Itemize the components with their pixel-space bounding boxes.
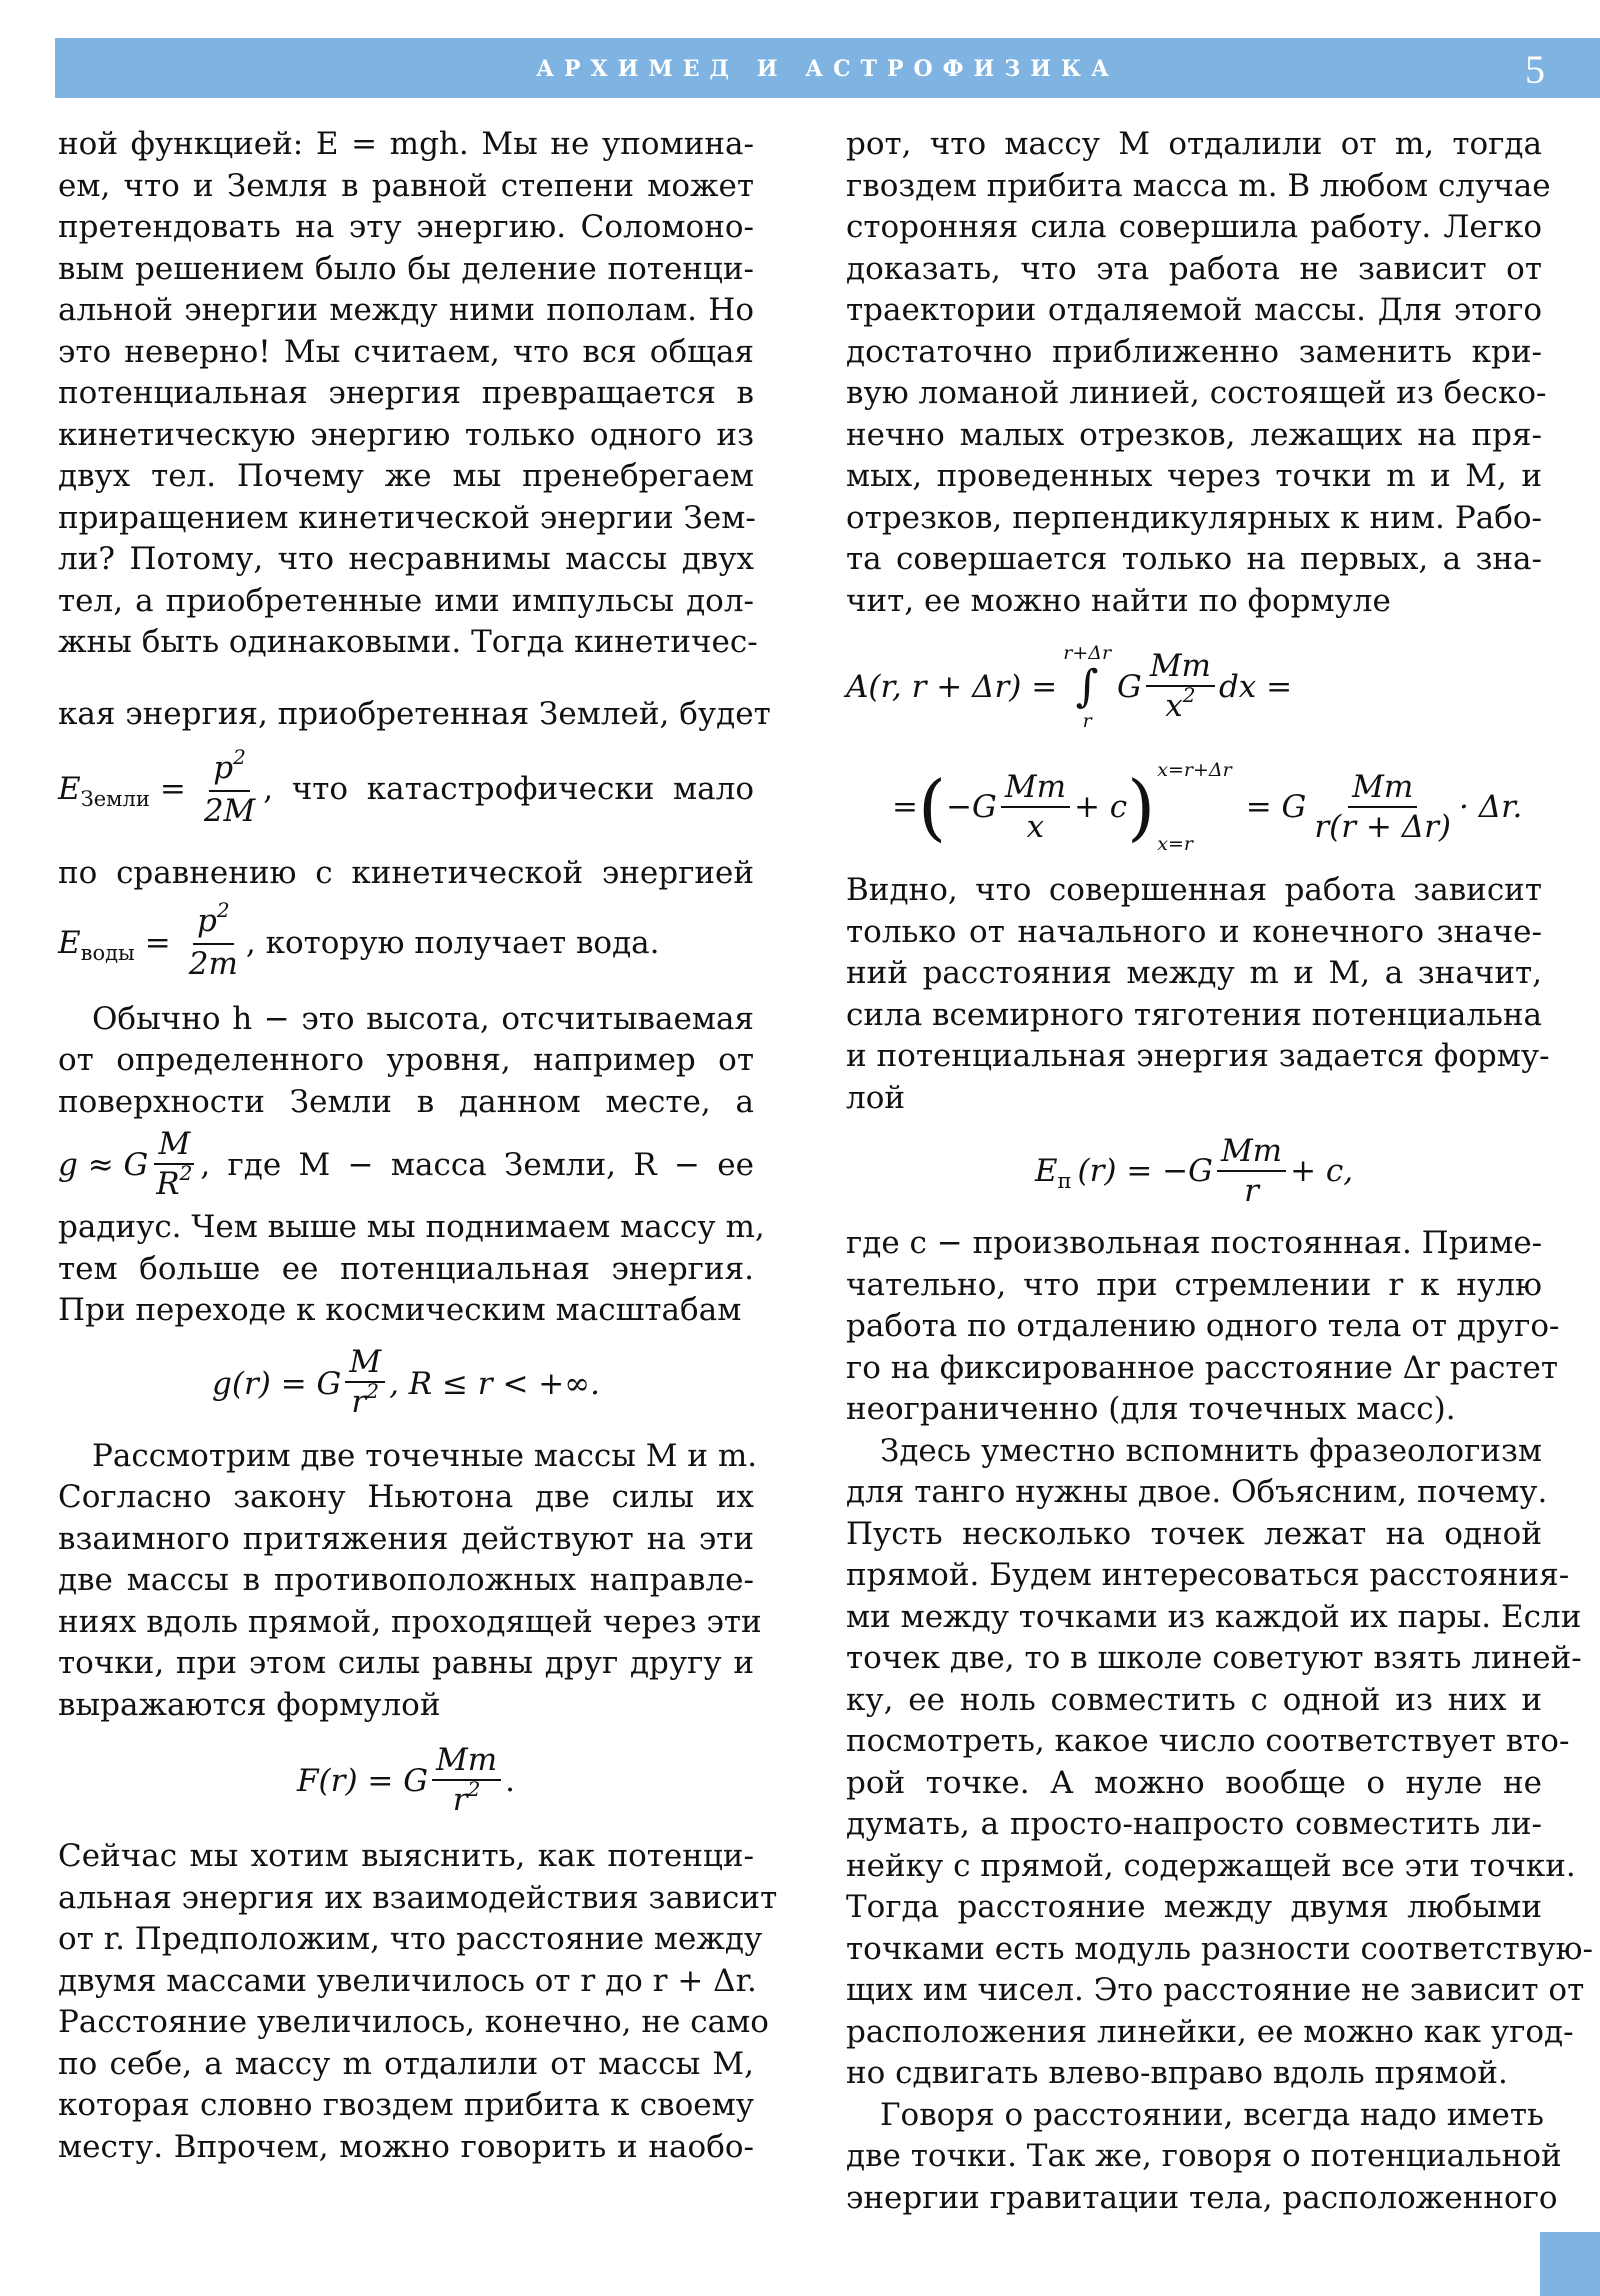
text-line: взаимного притяжения действуют на эти — [58, 1520, 754, 1557]
text-line: поверхности Земли в данном месте, а — [58, 1083, 754, 1120]
fraction-denominator: 2m — [188, 946, 238, 982]
text-line: вым решением было бы деление потенци- — [58, 250, 754, 287]
exponent: 2 — [233, 744, 246, 769]
formula-subscript: п — [1057, 1169, 1072, 1193]
fraction-numerator: Mm — [1001, 768, 1070, 808]
text-line: траектории отдаляемой массы. Для этого — [846, 292, 1542, 328]
paragraph — [58, 124, 758, 664]
paragraph — [846, 1431, 1593, 2095]
text-line: ниях вдоль прямой, проходящей через эти — [58, 1603, 762, 1640]
text-line: только от начального и конечного значе- — [846, 913, 1542, 950]
text-line: по сравнению с кинетической энергией — [58, 855, 754, 891]
exponent: 2 — [1182, 682, 1196, 707]
formula-work-integral — [846, 622, 1542, 752]
formula-lhs: g ≈ G — [58, 1147, 149, 1183]
text-line: ной функцией: E = mgh. Мы не упомина- — [58, 126, 754, 162]
fraction-numerator: Mm — [1217, 1132, 1286, 1172]
text-line: Обычно h − это высота, отсчитываемая — [92, 1000, 754, 1037]
text-line: неограниченно (для точечных масс). — [846, 1391, 1456, 1427]
text-line: энергии гравитации тела, расположенного — [846, 2179, 1558, 2216]
text-line: это неверно! Мы считаем, что вся общая — [58, 333, 754, 370]
text-line: ли? Потому, что несравнимы массы двух — [58, 541, 754, 577]
left-column — [58, 124, 778, 2168]
paragraph — [846, 870, 1550, 1119]
text-line: Расстояние увеличилось, конечно, не само — [58, 2004, 769, 2040]
text-line: сторонняя сила совершила работу. Легко — [846, 209, 1542, 245]
formula-coef: G — [1117, 669, 1142, 705]
exponent: 2 — [467, 1776, 481, 1801]
fraction-denominator: R — [156, 1165, 180, 1202]
text-line: тел, а приобретенные ими импульсы дол- — [58, 582, 754, 619]
text-line: двумя массами увеличилось от r до r + Δr. — [58, 1962, 757, 1999]
formula-lhs: A(r, r + Δr) = — [846, 669, 1058, 705]
formula-eq: = — [892, 789, 918, 825]
formula-gravity-r — [58, 1332, 754, 1436]
text-line: чательно, что при стремлении r к нулю — [846, 1266, 1542, 1303]
text-line: Здесь уместно вспомнить фразеологизм — [880, 1432, 1542, 1469]
exponent: 2 — [366, 1379, 379, 1403]
text-line: ний расстояния между m и M, а значит, — [846, 955, 1542, 991]
fraction-denominator: r — [351, 1384, 367, 1420]
text-line: отрезков, перпендикулярных к ним. Рабо- — [846, 499, 1542, 536]
text-line: нейку с прямой, содержащей все эти точки. — [846, 1847, 1576, 1884]
formula-symbol: E — [1034, 1153, 1058, 1189]
text-line: радиус. Чем выше мы поднимаем массу m, — [58, 1209, 765, 1245]
fraction-denominator: r(r + Δr) — [1314, 809, 1452, 845]
text-line: альная энергия их взаимодействия зависит — [58, 1879, 778, 1916]
text-line: сила всемирного тяготения потенциальна — [846, 996, 1543, 1033]
text-line: го на фиксированное расстояние Δr растет — [846, 1349, 1559, 1386]
fraction — [152, 1125, 196, 1206]
fraction-denominator: r — [452, 1781, 468, 1818]
fraction-numerator: Mm — [432, 1741, 501, 1781]
text-line: ем, что и Земля в равной степени может — [58, 167, 754, 204]
lower-limit: x=r — [1157, 833, 1193, 855]
text-line: выражаются формулой — [58, 1686, 441, 1723]
text-line: ку, ее ноль совместить с одной из них и — [846, 1681, 1542, 1718]
fraction — [345, 1343, 385, 1424]
text-line: по себе, а массу m отдалили от массы M, — [58, 2045, 754, 2082]
text-line: достаточно приближенно заменить кри- — [846, 333, 1542, 370]
fraction — [185, 898, 242, 983]
text-line: точек две, то в школе советуют взять линей- — [846, 1640, 1582, 1676]
formula-water-energy: E воды = $\frac{p^2}{2m}$ , которую получает вода. — [58, 898, 660, 982]
text-line: вую ломаной линией, состоящей из беско- — [846, 375, 1547, 411]
text-line: щих им чисел. Это расстояние не зависит от — [846, 1972, 1585, 2008]
fraction — [1310, 768, 1455, 846]
formula-symbol: E — [58, 924, 81, 961]
fraction — [432, 1741, 501, 1822]
text-line: думать, а просто-напросто совместить ли- — [846, 1806, 1542, 1842]
paragraph — [58, 999, 754, 1124]
formula-text: , где M − масса Земли, R − ее — [200, 1147, 754, 1183]
text-line: которая словно гвоздем прибита к своему — [58, 2087, 754, 2123]
fraction — [1146, 647, 1215, 728]
text-line: для танго нужны двое. Объясним, почему. — [846, 1474, 1548, 1510]
formula-lhs: g(r) = G — [212, 1365, 342, 1402]
evaluation-limits — [1157, 759, 1231, 855]
text-line: двух тел. Почему же мы пренебрегаем — [58, 458, 754, 494]
formula-eq2: = G — [1245, 789, 1307, 825]
fraction-numerator: M — [154, 1125, 194, 1165]
formula-potential-energy — [846, 1119, 1542, 1223]
text-line: ми между точками из каждой их пары. Если — [846, 1598, 1582, 1635]
text-line: точками есть модуль разности соответствую- — [846, 1930, 1593, 1967]
formula-lhs: (r) = −G — [1077, 1153, 1213, 1189]
right-paren: ) — [1127, 765, 1156, 849]
text-line: Сейчас мы хотим выяснить, как потенци- — [58, 1838, 754, 1874]
fraction-denominator: 2M — [203, 792, 256, 829]
right-column — [846, 124, 1593, 2219]
formula-plus-c: + c — [1073, 789, 1128, 825]
text-line: две точки. Так же, говоря о потенциальной — [846, 2138, 1562, 2174]
formula-text: , которую получает вода. — [245, 924, 660, 961]
formula-subscript: Земли — [80, 787, 150, 811]
formula-gravity-accel — [58, 1123, 754, 1207]
running-title: АРХИМЕД И АСТРОФИЗИКА — [536, 56, 1119, 82]
text-line: Говоря о расстоянии, всегда надо иметь — [880, 2096, 1544, 2133]
text-line: мых, проведенных через точки m и M, и — [846, 458, 1542, 494]
text-line: кинетическую энергию только одного из — [58, 416, 754, 453]
text-line: лой — [846, 1079, 906, 1116]
text-line: претендовать на эту энергию. Соломоно- — [58, 209, 754, 245]
text-line: Пусть несколько точек лежат на одной — [846, 1515, 1542, 1552]
text-line: где c − произвольная постоянная. Приме- — [846, 1225, 1543, 1261]
text-line: Рассмотрим две точечные массы M и m. — [92, 1437, 758, 1474]
text-line: та совершается только на первых, а зна- — [846, 541, 1542, 577]
left-paren: ( — [917, 765, 947, 849]
formula-text: , что катастрофически мало — [263, 771, 754, 807]
text-line: точки, при этом силы равны друг другу и — [58, 1645, 754, 1681]
text-line: но сдвигать влево-вправо вдоль прямой. — [846, 2055, 1508, 2091]
fraction-numerator: Mm — [1348, 768, 1417, 808]
page-number: 5 — [1525, 47, 1545, 92]
formula-newton-force — [58, 1726, 754, 1836]
text-line: чит, ее можно найти по формуле — [846, 582, 1391, 619]
formula-lhs: F(r) = G — [297, 1763, 428, 1799]
upper-limit: x=r+Δr — [1157, 759, 1232, 781]
text-line: Согласно закону Ньютона две силы их — [58, 1479, 754, 1515]
integral — [1063, 642, 1111, 732]
page-header — [55, 38, 1600, 98]
text-line: жны быть одинаковыми. Тогда кинетичес- — [58, 624, 758, 660]
formula-tail: + c, — [1290, 1153, 1354, 1189]
text-line: месту. Впрочем, можно говорить и наобо- — [58, 2128, 754, 2165]
text-line: рой точке. А можно вообще о нуле не — [846, 1764, 1542, 1801]
text-line: нечно малых отрезков, лежащих на пря- — [846, 416, 1542, 453]
text-line: альной энергии между ними пополам. Но — [58, 292, 754, 328]
paragraph — [58, 1207, 765, 1332]
text-line: рот, что массу M отдалили от m, тогда — [846, 126, 1542, 162]
fraction-denominator: x — [1165, 687, 1183, 724]
text-line: кая энергия, приобретенная Землей, будет — [58, 695, 771, 732]
text-line: две массы в противоположных направле- — [58, 1562, 754, 1598]
corner-tab — [1540, 2232, 1600, 2296]
integral-upper-limit: r+Δr — [1063, 642, 1112, 664]
fraction-numerator: p — [197, 903, 217, 939]
formula-text: . — [505, 1763, 515, 1799]
text-line: от определенного уровня, например от — [58, 1042, 754, 1078]
formula-text: , R ≤ r < +∞. — [389, 1365, 600, 1402]
fraction-numerator: Mm — [1146, 647, 1215, 687]
fraction-numerator: M — [345, 1343, 385, 1383]
text-line: работа по отдалению одного тела от друго- — [846, 1308, 1560, 1344]
text-line: Тогда расстояние между двумя любыми — [846, 1889, 1542, 1925]
paragraph — [58, 1436, 762, 1727]
fraction — [1001, 768, 1070, 846]
paragraph — [846, 124, 1551, 622]
exponent: 2 — [216, 898, 230, 922]
text-line: и потенциальная энергия задается форму- — [846, 1038, 1550, 1074]
text-line: посмотреть, какое число соответствует вто- — [846, 1723, 1570, 1759]
formula-tail: dx = — [1218, 669, 1293, 705]
text-line: При переходе к космическим масштабам — [58, 1292, 742, 1328]
text-line: потенциальная энергия превращается в — [58, 375, 754, 411]
fraction-denominator: r — [1244, 1173, 1259, 1209]
formula-subscript: воды — [80, 940, 135, 965]
paragraph — [846, 2095, 1562, 2220]
paragraph — [846, 1223, 1560, 1431]
text-line: гвоздем прибита масса m. В любом случае — [846, 167, 1551, 204]
text-line: расположения линейки, ее можно как угод- — [846, 2013, 1574, 2050]
fraction — [1217, 1132, 1286, 1210]
text-line: доказать, что эта работа не зависит от — [846, 250, 1542, 287]
text-line: тем больше ее потенциальная энергия. — [58, 1250, 754, 1287]
fraction-numerator: p — [213, 749, 234, 786]
integral-sign: ∫ — [1075, 661, 1099, 712]
text-line: приращением кинетической энергии Зем- — [58, 499, 756, 536]
text-line: прямой. Будем интересоваться расстояния- — [846, 1557, 1570, 1593]
formula-work-result — [846, 752, 1542, 862]
formula-coef: −G — [946, 789, 997, 825]
text-line: Видно, что совершенная работа зависит — [846, 872, 1542, 908]
formula-symbol: E — [58, 771, 81, 807]
paragraph — [58, 1836, 778, 2168]
integral-lower-limit: r — [1082, 710, 1092, 732]
formula-earth-energy: E Земли = $\frac{p^2}{2M}$ , что катастрофически мало — [58, 744, 754, 829]
exponent: 2 — [179, 1160, 193, 1185]
formula-tail: · Δr. — [1459, 789, 1523, 825]
fraction — [200, 744, 259, 830]
fraction-denominator: x — [1026, 809, 1045, 845]
text-line: от r. Предположим, что расстояние между — [58, 1921, 763, 1957]
